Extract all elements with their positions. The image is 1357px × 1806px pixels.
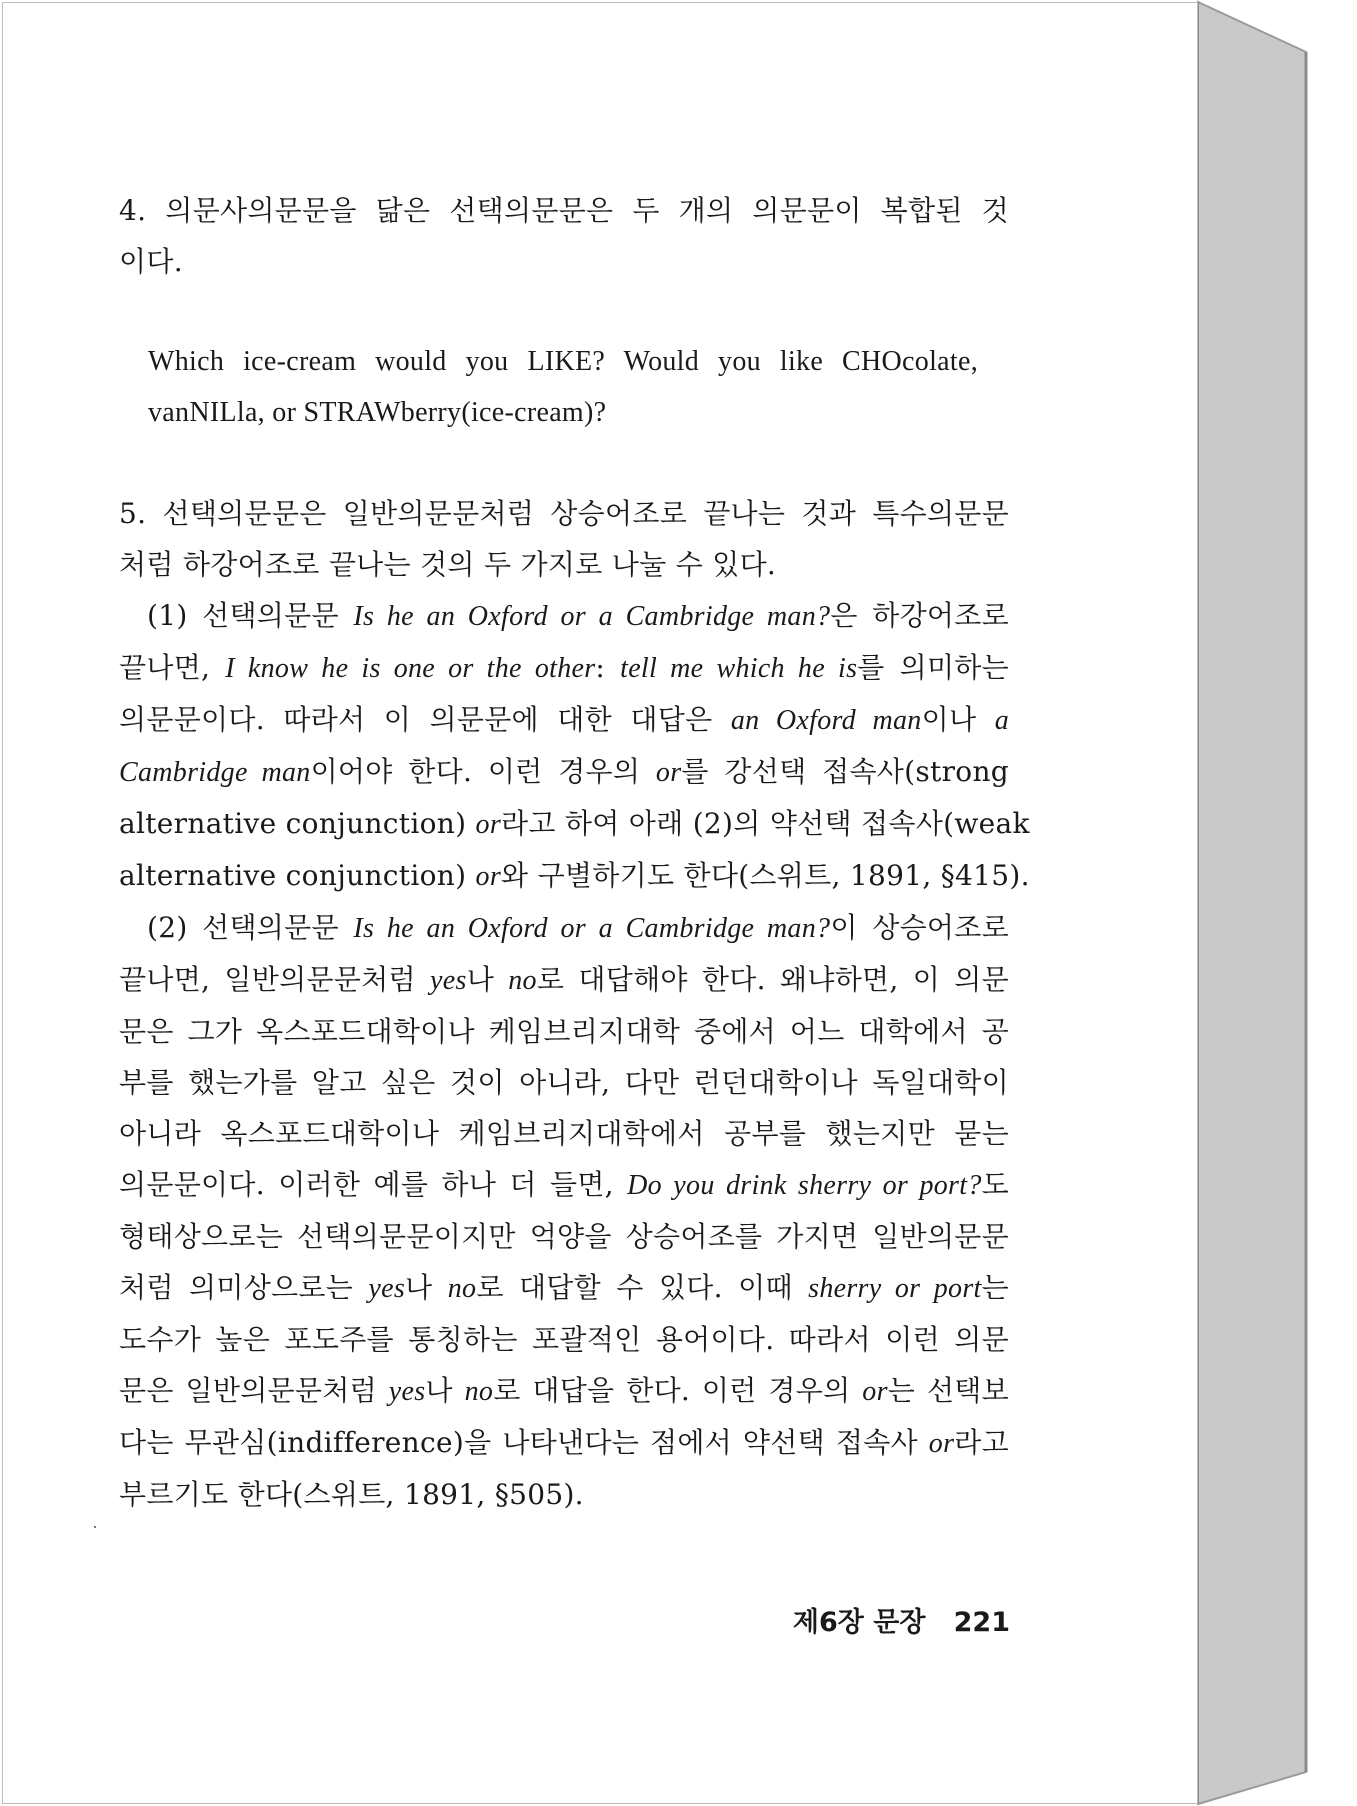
text-line: 문은 일반의문문처럼 yes나 no로 대답을 한다. 이런 경우의 or는 선택보 bbox=[119, 1374, 1009, 1407]
text-line: 처럼 하강어조로 끝나는 것의 두 가지로 나눌 수 있다. bbox=[119, 548, 777, 581]
paragraph-5 bbox=[119, 488, 1030, 1520]
text-line: 다는 무관심(indifference)을 나타낸다는 점에서 약선택 접속사 or라고 bbox=[119, 1426, 1009, 1459]
text-line: Which ice-cream would you LIKE? Would you like CHOcolate, bbox=[148, 346, 978, 377]
text-line: 의문문이다. 따라서 이 의문문에 대한 대답은 an Oxford man이나 a bbox=[119, 703, 1010, 736]
text-line: 아니라 옥스포드대학이나 케임브리지대학에서 공부를 했는지만 묻는 bbox=[119, 1117, 1009, 1150]
example-sentence bbox=[148, 336, 978, 438]
text-line: (2) 선택의문문 Is he an Oxford or a Cambridge man?이 상승어조로 bbox=[147, 911, 1009, 944]
text-line: 부를 했는가를 알고 싶은 것이 아니라, 다만 런던대학이나 독일대학이 bbox=[119, 1066, 1009, 1099]
text-line: 끝나면, I know he is one or the other: tell me which he is를 의미하는 bbox=[119, 651, 1009, 684]
text-line: 4. 의문사의문문을 닮은 선택의문문은 두 개의 의문문이 복합된 것 bbox=[119, 194, 1009, 227]
text-line: 의문문이다. 이러한 예를 하나 더 들면, Do you drink sherry or port?도 bbox=[119, 1168, 1009, 1201]
text-line: vanNILla, or STRAWberry(ice-cream)? bbox=[148, 397, 607, 428]
text-line: alternative conjunction) or와 구별하기도 한다(스위트, 1891, §415). bbox=[119, 859, 1030, 892]
page-footer bbox=[760, 1600, 1010, 1639]
chapter-title: 제6장 문장 bbox=[792, 1607, 926, 1638]
text-line: 형태상으로는 선택의문문이지만 억양을 상승어조를 가지면 일반의문문 bbox=[119, 1220, 1009, 1253]
text-line: (1) 선택의문문 Is he an Oxford or a Cambridge man?은 하강어조로 bbox=[147, 599, 1009, 632]
text-line: alternative conjunction) or라고 하여 아래 (2)의 약선택 접속사(weak bbox=[119, 807, 1030, 840]
text-line: 처럼 의미상으로는 yes나 no로 대답할 수 있다. 이때 sherry or port는 bbox=[119, 1271, 1009, 1304]
text-line: Cambridge man이어야 한다. 이런 경우의 or를 강선택 접속사(strong bbox=[119, 755, 1010, 788]
paragraph-4 bbox=[119, 185, 1009, 287]
text-line: 이다. bbox=[119, 245, 183, 278]
text-line: 문은 그가 옥스포드대학이나 케임브리지대학 중에서 어느 대학에서 공 bbox=[119, 1015, 1009, 1048]
text-line: 5. 선택의문문은 일반의문문처럼 상승어조로 끝나는 것과 특수의문문 bbox=[119, 497, 1009, 530]
text-line: 도수가 높은 포도주를 통칭하는 포괄적인 용어이다. 따라서 이런 의문 bbox=[119, 1323, 1009, 1356]
text-line: 부르기도 한다(스위트, 1891, §505). bbox=[119, 1478, 584, 1511]
speck bbox=[94, 1526, 96, 1528]
text-line: 끝나면, 일반의문문처럼 yes나 no로 대답해야 한다. 왜냐하면, 이 의문 bbox=[119, 963, 1009, 996]
page-number: 221 bbox=[953, 1607, 1010, 1638]
